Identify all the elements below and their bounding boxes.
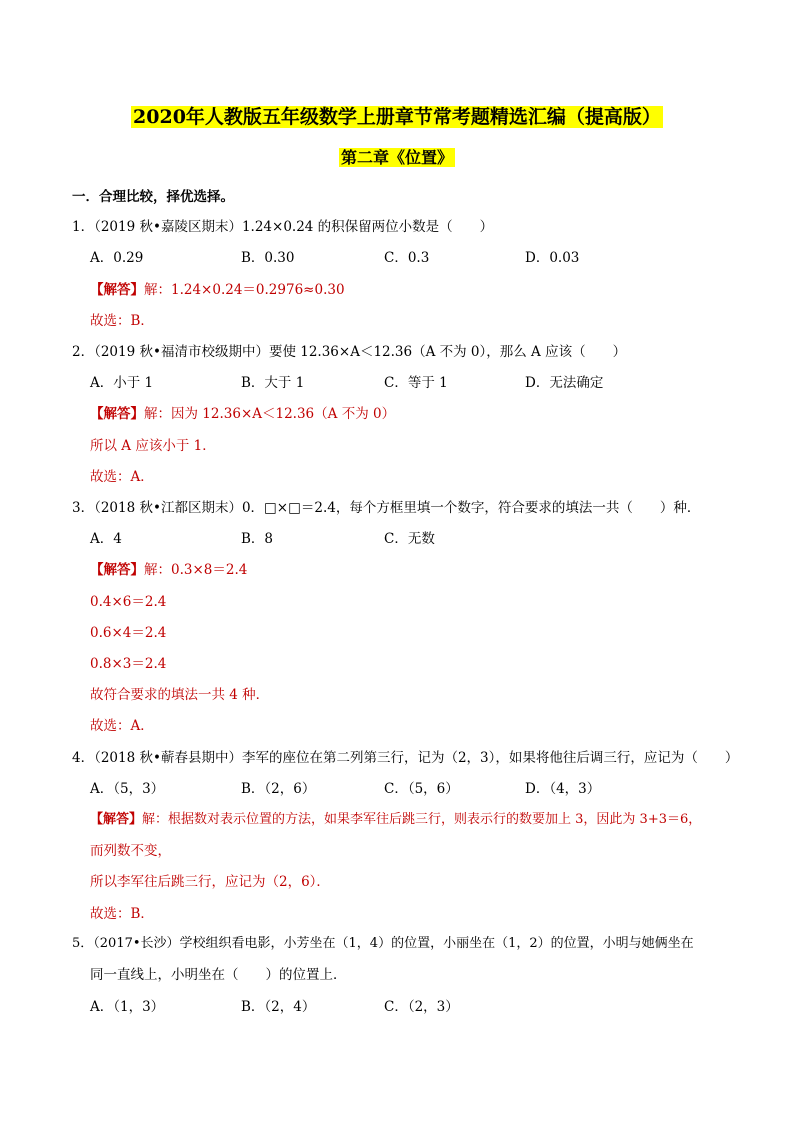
q2-option-c: C．等于 1 <box>384 375 448 391</box>
question-5-stem: 5．（2017•长沙）学校组织看电影，小芳坐在（1，4）的位置，小丽坐在（1，2）的位置，小明与她俩坐在 <box>72 936 694 951</box>
question-5-stem-line-2: 同一直线上，小明坐在（ ）的位置上． <box>90 967 347 983</box>
q4-answer-line-3: 所以李军往后跳三行，应记为（2，6）． <box>90 874 330 890</box>
q1-option-b: B．0.30 <box>241 250 295 266</box>
q2-option-b: B．大于 1 <box>241 375 305 391</box>
q4-option-d: D．（4，3） <box>525 781 601 797</box>
q4-answer: 【解答】解：根据数对表示位置的方法，如果李军往后跳三行，则表示行的数要加上 3，因此为 3+3＝6， <box>90 812 702 827</box>
q2-answer: 【解答】解：因为 12.36×A＜12.36（A 不为 0） <box>90 406 396 422</box>
q5-option-a: A．（1，3） <box>90 999 165 1015</box>
q3-option-b: B．8 <box>241 531 274 547</box>
q3-answer-line-5: 故符合要求的填法一共 4 种． <box>90 687 270 703</box>
question-3-stem: 3．（2018 秋•江都区期末）0．□×□＝2.4，每个方框里填一个数字，符合要求的填法一共（ ）种． <box>72 500 701 516</box>
q4-option-c: C．（5，6） <box>384 781 459 797</box>
q3-answer-line-4: 0.8×3＝2.4 <box>90 656 167 672</box>
q3-choice: 故选：A． <box>90 718 154 734</box>
q3-answer-line-2: 0.4×6＝2.4 <box>90 594 167 610</box>
q4-option-b: B．（2，6） <box>241 781 316 797</box>
chapter-title: 第二章《位置》 <box>340 148 453 167</box>
section-heading: 一．合理比较，择优选择。 <box>72 189 234 205</box>
q2-option-d: D．无法确定 <box>525 375 604 391</box>
q1-option-c: C．0.3 <box>384 250 430 266</box>
q1-answer: 【解答】解：1.24×0.24＝0.2976≈0.30 <box>90 282 345 298</box>
q3-option-c: C．无数 <box>384 531 435 547</box>
q2-option-a: A．小于 1 <box>90 375 154 391</box>
q4-option-a: A．（5，3） <box>90 781 165 797</box>
q2-answer-line-2: 所以 A 应该小于 1． <box>90 438 216 454</box>
q3-option-a: A．4 <box>90 531 122 547</box>
q4-answer-line-2: 而列数不变， <box>90 843 171 859</box>
q1-option-a: A．0.29 <box>90 250 144 266</box>
question-2-stem: 2．（2019 秋•福清市校级期中）要使 12.36×A＜12.36（A 不为 0），那么 A 应该（ ） <box>72 344 627 360</box>
q2-choice: 故选：A． <box>90 469 154 485</box>
q5-option-b: B．（2，4） <box>241 999 316 1015</box>
q3-answer: 【解答】解：0.3×8＝2.4 <box>90 562 248 578</box>
q1-option-d: D．0.03 <box>525 250 580 266</box>
question-4-stem: 4．（2018 秋•蕲春县期中）李军的座位在第二列第三行，记为（2，3），如果将他往后调三行，应记为（ ） <box>72 750 739 766</box>
q1-choice: 故选：B． <box>90 313 154 329</box>
question-1-stem: 1．（2019 秋•嘉陵区期末）1.24×0.24 的积保留两位小数是（ ） <box>72 219 494 235</box>
q4-choice: 故选：B． <box>90 906 154 922</box>
doc-title: 2020年人教版五年级数学上册章节常考题精选汇编（提高版） <box>133 106 661 128</box>
q3-answer-line-3: 0.6×4＝2.4 <box>90 625 167 641</box>
q5-option-c: C．（2，3） <box>384 999 459 1015</box>
